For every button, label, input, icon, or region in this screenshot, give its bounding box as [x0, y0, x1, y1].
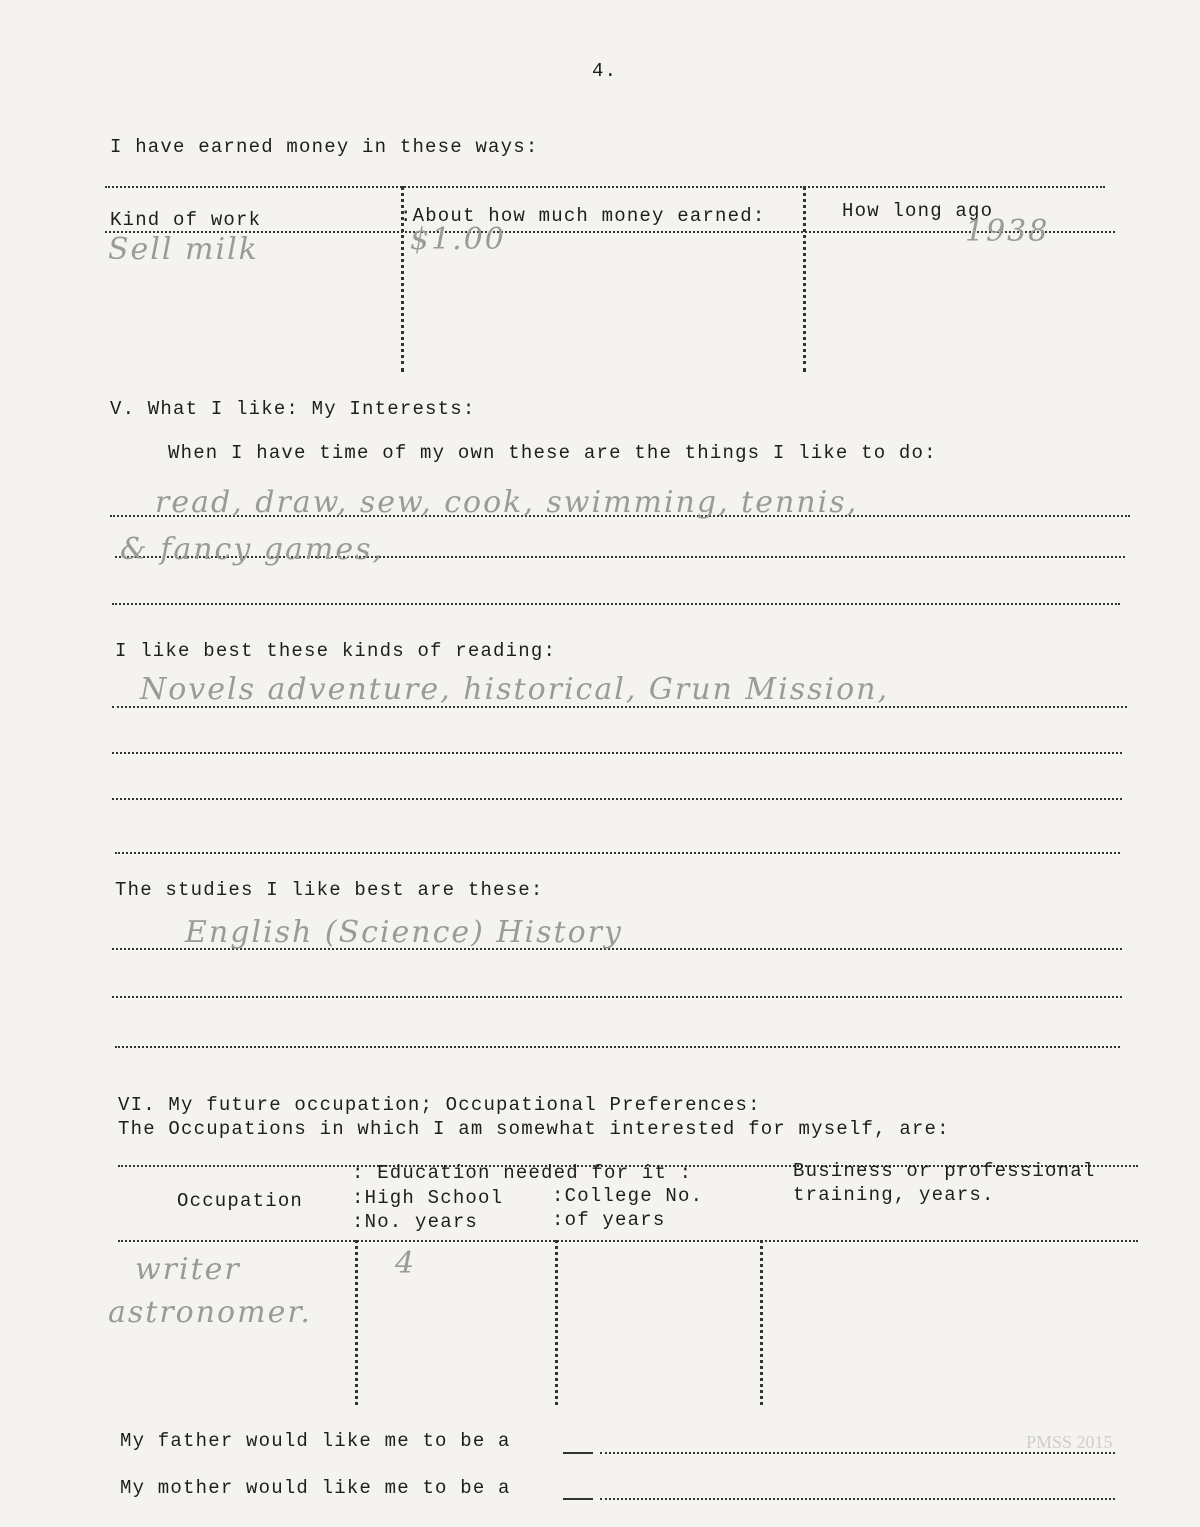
interests-line-3: [112, 603, 1120, 605]
handwritten-amount: $1.00: [410, 222, 506, 257]
earned-col-divider-1: [401, 186, 404, 372]
father-prompt: My father would like me to be a: [120, 1430, 511, 1452]
col-business-1: Business or professional: [793, 1160, 1096, 1182]
handwritten-interests-2: & fancy games,: [120, 532, 385, 567]
reading-line-4: [115, 852, 1120, 854]
earned-heading: I have earned money in these ways:: [110, 136, 539, 158]
earned-table-top-rule: [105, 186, 1105, 188]
col-college-2: :of years: [552, 1209, 666, 1231]
handwritten-occupation-2: astronomer.: [108, 1295, 312, 1330]
mother-answer-line: [600, 1498, 1115, 1500]
watermark: PMSS 2015: [1026, 1432, 1113, 1452]
handwritten-high-school-years: 4: [395, 1246, 417, 1281]
page-number: 4.: [592, 60, 618, 82]
father-underline: [563, 1452, 593, 1454]
reading-line-3: [112, 798, 1122, 800]
col-education-needed: : Education needed for it :: [352, 1162, 693, 1184]
occupation-col-divider-2: [555, 1240, 558, 1405]
col-business-2: training, years.: [793, 1184, 995, 1206]
occupation-heading-2: The Occupations in which I am somewhat interested for myself, are:: [118, 1118, 950, 1140]
handwritten-occupation-1: writer: [135, 1252, 241, 1287]
col-how-long-ago: How long ago: [842, 200, 994, 222]
studies-line-2: [112, 996, 1122, 998]
occupation-header-rule: [118, 1240, 1138, 1242]
col-amount-earned: :About how much money earned:: [400, 205, 766, 227]
reading-prompt: I like best these kinds of reading:: [115, 640, 557, 662]
col-kind-of-work: Kind of work: [110, 209, 262, 231]
studies-line-3: [115, 1046, 1120, 1048]
handwritten-reading: Novels adventure, historical, Grun Mission,: [140, 672, 890, 707]
reading-line-2: [112, 752, 1122, 754]
earned-col-divider-2: [803, 186, 806, 372]
mother-prompt: My mother would like me to be a: [120, 1477, 511, 1499]
interests-prompt: When I have time of my own these are the things I like to do:: [168, 442, 937, 464]
col-occupation: Occupation: [177, 1190, 304, 1212]
col-high-school-1: :High School: [352, 1187, 504, 1209]
occupation-col-divider-3: [760, 1240, 763, 1405]
interests-heading: V. What I like: My Interests:: [110, 398, 476, 420]
handwritten-studies: English (Science) History: [185, 915, 623, 950]
handwritten-interests-1: read, draw, sew, cook, swimming, tennis,: [155, 485, 859, 520]
col-college-1: :College No.: [552, 1185, 704, 1207]
occupation-col-divider-1: [355, 1240, 358, 1405]
handwritten-kind-of-work: Sell milk: [108, 232, 259, 267]
col-high-school-2: :No. years: [352, 1211, 479, 1233]
mother-underline: [563, 1498, 593, 1500]
studies-prompt: The studies I like best are these:: [115, 879, 544, 901]
occupation-heading-1: VI. My future occupation; Occupational Preferences:: [118, 1094, 761, 1116]
handwritten-when: 1938: [965, 214, 1050, 249]
